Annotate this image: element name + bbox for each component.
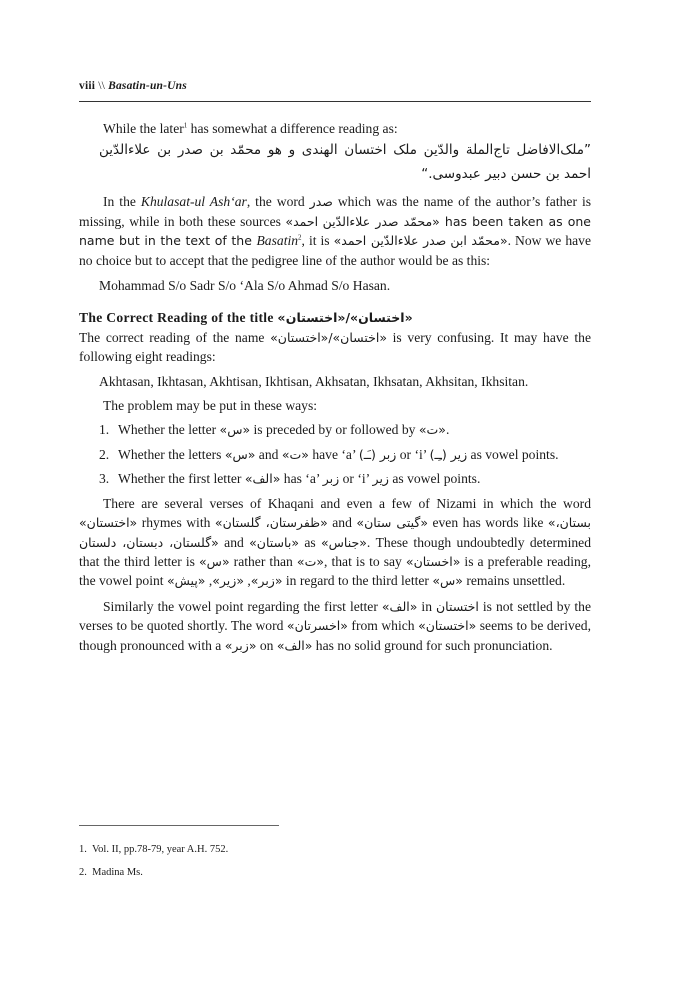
paragraph-5: [79, 494, 591, 591]
p3-a: The correct reading of the name: [79, 329, 271, 345]
pedigree-line: Mohammad S/o Sadr S/o ‘Ala S/o Ahmad S/o Hasan.: [99, 278, 391, 294]
li2-d: or ‘i’: [396, 446, 430, 462]
header-rule: [79, 101, 591, 102]
paragraph-2: [79, 192, 591, 270]
list-item: [99, 469, 591, 488]
p2-l: . Now we have no choice but to accept that the pedigree line of the author would be as this:: [79, 233, 592, 268]
p6-ar1: «الف»: [381, 598, 418, 614]
p6-ar2: اختستان: [436, 598, 479, 614]
li1-b: is preceded by or followed by: [250, 422, 419, 438]
arabic-quote-line-2: احمد بن حسن دبیر عبدوسی.“: [421, 166, 591, 183]
li1-a: Whether the letter: [118, 422, 220, 438]
p2-i: , it is: [301, 233, 334, 249]
list-item: [99, 420, 591, 439]
p6-d: from which: [347, 618, 419, 634]
li2-b: and: [255, 446, 282, 462]
p2-e: which was the name of the author’s father is missing, while in both these sources: [79, 194, 592, 229]
p5-l: ,: [205, 573, 213, 589]
p6-f: on: [256, 637, 277, 653]
p6-ar4: «اختستان»: [418, 618, 477, 634]
footnote-ref-1[interactable]: 1: [183, 121, 188, 130]
paragraph-4: The problem may be put in these ways:: [103, 398, 318, 414]
p5-g: . These though undoubtedly determined that the third letter is: [79, 534, 591, 569]
p5-ar6: «جناس»: [321, 534, 367, 550]
basatin-title: Basatin: [256, 233, 299, 249]
paragraph-3: [79, 328, 591, 367]
list-text: [118, 445, 591, 464]
list-num: 3.: [99, 471, 110, 487]
p6-a: Similarly the vowel point regarding the first letter: [103, 598, 382, 614]
li2-ar2: «ت»: [281, 446, 309, 462]
p6-c: is not settled by the verses to be quoted shortly. The word: [79, 598, 592, 634]
arabic-quote: [79, 138, 591, 186]
p5-h: rather than: [229, 553, 297, 569]
li2-a: Whether the letters: [118, 446, 225, 462]
footnote-2: [79, 861, 591, 884]
li1-ar2: «ت»: [418, 422, 446, 438]
p5-ar4: «بستان، گلستان، دبستان، دلستان»: [79, 515, 591, 550]
p6-g: has no solid ground for such pronunciation.: [312, 637, 553, 653]
footnote-num: 1.: [79, 844, 87, 855]
p1-text: While the later: [103, 121, 184, 136]
footnote-1: [79, 838, 591, 861]
li2-ar1: «س»: [224, 446, 256, 462]
body-text: [79, 119, 591, 655]
list-num: 2.: [99, 446, 110, 462]
p5-e: and: [218, 534, 250, 550]
li2-ar4: زیر (ـِـ): [429, 446, 468, 462]
p5-n: remains unsettled.: [462, 573, 566, 589]
arabic-quote-line-1: ”ملک‌الافاضل تاج‌الملة والدّین ملک اختسان الهندی و هو محمّد بن صدر بن علاءالدّین: [99, 142, 591, 159]
footnotes: [79, 838, 591, 884]
li3-b: has ‘a’: [280, 471, 323, 487]
li3-ar3: زیر: [372, 471, 389, 487]
paragraph-1: [79, 119, 591, 138]
p2-name-2b: صدر علاءالدّین احمد»: [341, 233, 508, 249]
p5-ar2: «ظفرستان، گلستان»: [214, 515, 328, 531]
list-item: [99, 445, 591, 464]
heading-text: The Correct Reading of the title: [79, 310, 278, 326]
p5-ar11: «زیر»: [212, 573, 244, 589]
li2-c: have ‘a’: [308, 446, 359, 462]
p6-ar6: «الف»: [276, 637, 313, 653]
p5-ar12: «پیش»: [174, 573, 283, 589]
p5-ar7: «س»: [199, 553, 230, 569]
li1-c: .: [445, 422, 450, 438]
li3-c: or ‘i’: [339, 471, 373, 487]
p5-a: There are several verses of Khaqani and even a few of Nizami in which the word: [103, 495, 591, 511]
p5-k: ,: [243, 573, 251, 589]
list-num: 1.: [99, 422, 110, 438]
p2-c: , the word: [246, 194, 310, 210]
p5-ar1: «اختستان»: [79, 515, 138, 531]
p6-ar3: «اخسرتان»: [286, 618, 348, 634]
p5-ar5: «باستان»: [249, 534, 299, 550]
running-head: [79, 80, 591, 92]
readings-list: Akhtasan, Ikhtasan, Akhtisan, Ikhtisan, Akhsatan, Ikhsatan, Akhsitan, Ikhsitan.: [99, 373, 529, 389]
li1-ar1: «س»: [219, 422, 251, 438]
p6-e: seems to be derived, though pronounced with a: [79, 618, 592, 653]
section-heading: [79, 308, 591, 327]
heading-arabic: «اختسان»/«اختستان»: [277, 310, 413, 326]
li3-d: as vowel points.: [388, 471, 481, 487]
list-text: [118, 420, 591, 439]
p3-arabic: «اختسان»/«اختستان»: [270, 329, 387, 345]
p5-m: in regard to the third letter: [282, 573, 433, 589]
running-head-title: Basatin-un-Uns: [108, 80, 187, 92]
footnote-text: Madina Ms.: [92, 867, 143, 878]
li2-ar3: زبر (ـَـ): [358, 446, 397, 462]
li2-e: as vowel points.: [467, 446, 559, 462]
list-text: [118, 469, 591, 488]
p2-g: احمد» has been taken as one name but in the text of the: [79, 213, 591, 249]
p1-rest: has somewhat a difference reading as:: [187, 121, 398, 136]
li3-ar1: «الف»: [244, 471, 281, 487]
p2-word-sadr: صدر: [309, 194, 333, 210]
p5-c: and: [327, 515, 357, 531]
p2-name-2a: «محمّد ابن: [333, 233, 500, 249]
p6-ar5: «زبر»: [224, 637, 257, 653]
footnote-rule: [79, 825, 279, 826]
li3-a: Whether the first letter: [118, 471, 245, 487]
p2-name-1: «محمّد صدر علاءالدّین: [285, 213, 433, 229]
source-title: Khulasat-ul Ash‘ar: [140, 194, 247, 210]
running-head-separator: \\: [98, 80, 106, 92]
p5-d: even has words like: [427, 515, 548, 531]
p5-i: , that is to say: [324, 553, 406, 569]
p5-j: is a preferable reading, the vowel point: [79, 553, 591, 589]
footnote-text: Vol. II, pp.78-79, year A.H. 752.: [91, 844, 229, 855]
li3-ar2: زبر: [322, 471, 340, 487]
p5-b: rhymes with: [137, 515, 215, 531]
paragraph-6: [79, 597, 591, 655]
p5-ar9: «اخستان»: [405, 553, 461, 569]
page-number: viii: [79, 80, 96, 92]
p5-ar8: «ت»: [296, 553, 324, 569]
p5-ar3: «گیتی ستان»: [356, 515, 428, 531]
p2-a: In the: [103, 194, 141, 210]
p5-ar10: «زبر»: [166, 573, 275, 589]
p6-b: in: [417, 598, 436, 614]
footnote-num: 2.: [79, 867, 87, 878]
footnote-ref-2[interactable]: 2: [298, 233, 302, 242]
p5-ar13: «س»: [432, 573, 463, 589]
p3-b: is very confusing. It may have the following eight readings:: [79, 329, 592, 365]
p5-f: as: [298, 534, 321, 550]
problem-list: [79, 420, 591, 488]
